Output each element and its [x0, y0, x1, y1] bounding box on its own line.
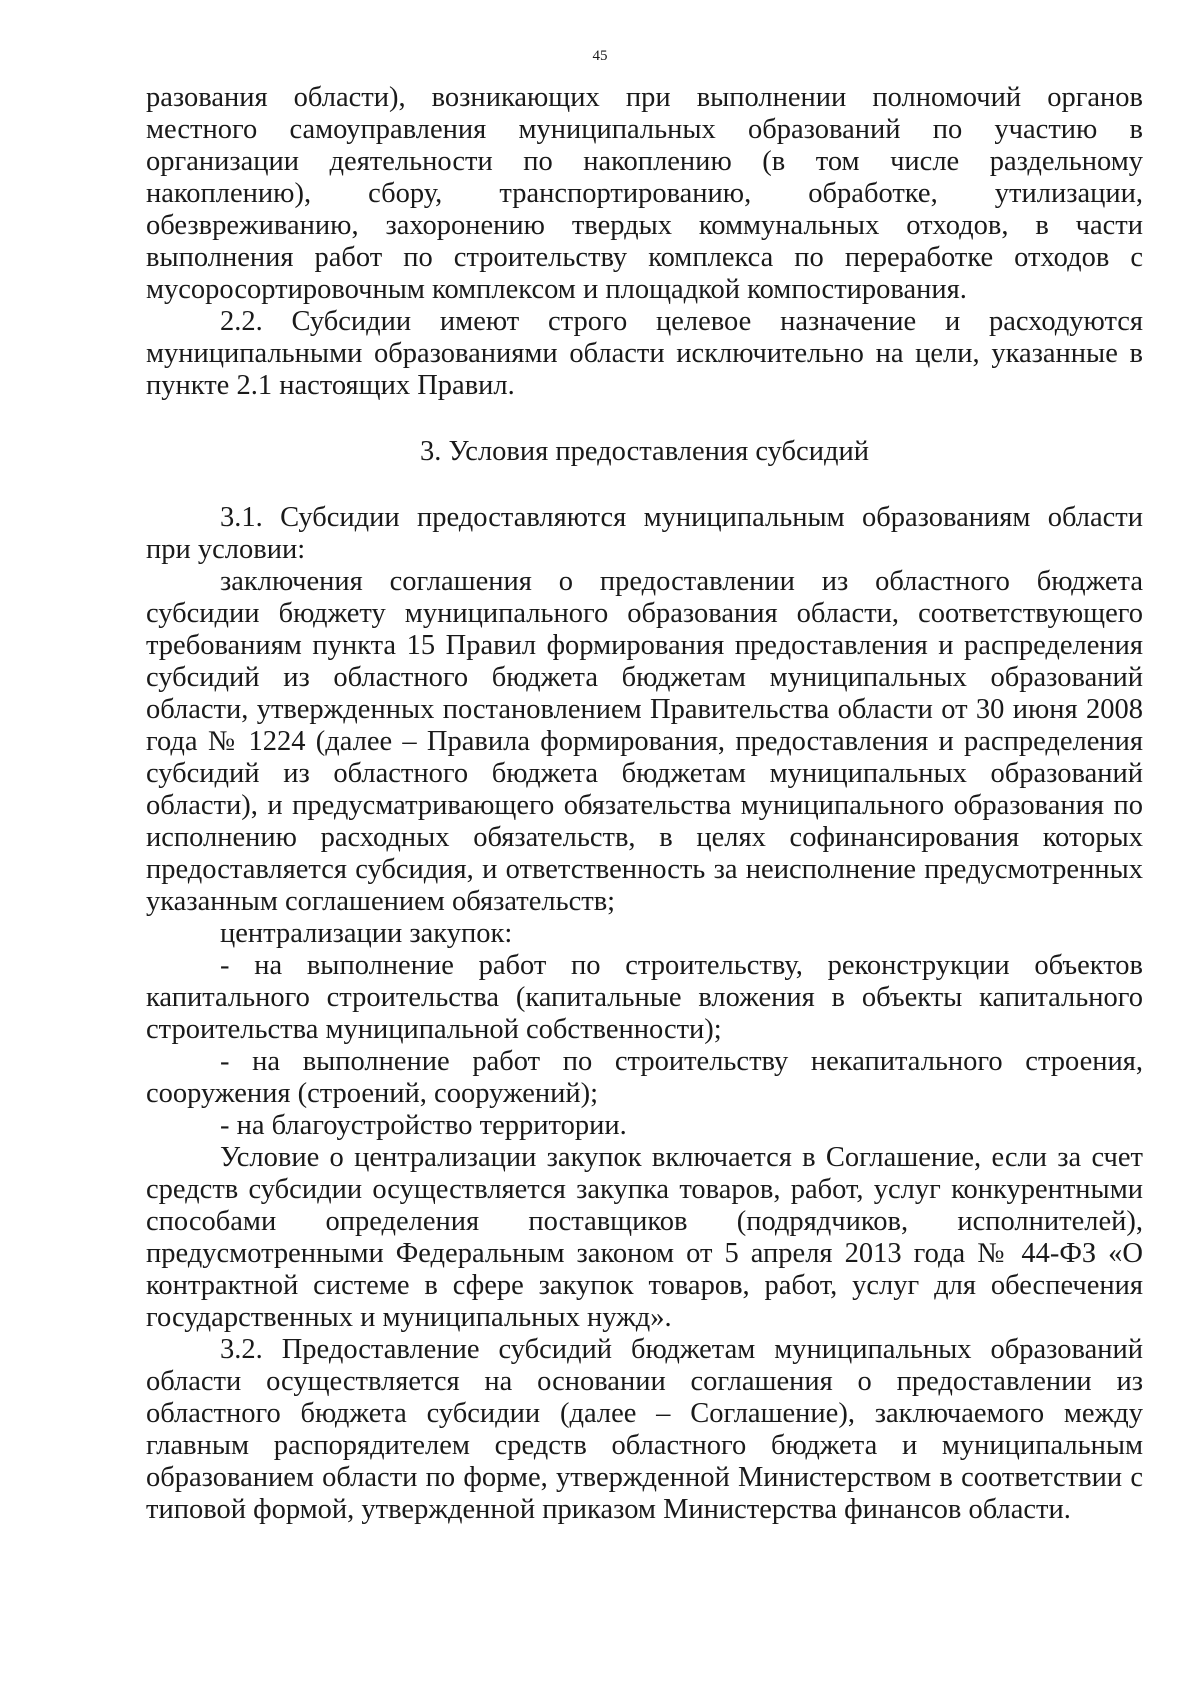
list-item-landscaping: - на благоустройство территории. — [220, 1110, 627, 1141]
paragraph-2-2: 2.2. Субсидии имеют строго целевое назначение и расходуются муниципальными образованиями области исключительно на цели, указанные в пункте 2.1 настоящих Правил. — [146, 306, 1143, 401]
document-body — [146, 82, 1143, 1526]
list-item-noncapital: - на выполнение работ по строительству некапитального строения, сооружения (строений, сооружений); — [146, 1046, 1143, 1109]
paragraph-agreement-condition: заключения соглашения о предоставлении из областного бюджета субсидии бюджету муниципального образования области, соответствующего требованиям пункта 15 Правил формирования предоставления и распределения субсидий из областного бюджета бюджетам муниципальных образований области, утвержденных постановлением Правительства области от 30 июня 2008 года № 1224 (далее – Правила формирования, предоставления и распределения субсидий из областного бюджета бюджетам муниципальных образований области), и предусматривающего обязательства муниципального образования по исполнению расходных обязательств, в целях софинансирования которых предоставляется субсидия, и ответственность за неисполнение предусмотренных указанным соглашением обязательств; — [146, 566, 1143, 917]
list-item-construction: - на выполнение работ по строительству, реконструкции объектов капитального строительства (капитальные вложения в объекты капитального строительства муниципальной собственности); — [146, 950, 1143, 1045]
page-number: 45 — [592, 48, 608, 64]
section-heading: 3. Условия предоставления субсидий — [420, 436, 869, 467]
paragraph-procurement-centralization: централизации закупок: — [220, 918, 513, 949]
paragraph-continuation: разования области), возникающих при выполнении полномочий органов местного самоуправления муниципальных образований по участию в организации деятельности по накоплению (в том числе раздельному накоплению), сбору, транспортированию, обработке, утилизации, обезвреживанию, захоронению твердых коммунальных отходов, в части выполнения работ по строительству комплекса по переработке отходов с мусоросортировочным комплексом и площадкой компостирования. — [146, 82, 1143, 305]
paragraph-3-2: 3.2. Предоставление субсидий бюджетам муниципальных образований области осуществляется на основании соглашения о предоставлении из областного бюджета субсидии (далее – Соглашение), заключаемого между главным распорядителем средств областного бюджета и муниципальным образованием области по форме, утвержденной Министерством в соответствии с типовой формой, утвержденной приказом Министерства финансов области. — [146, 1334, 1143, 1525]
paragraph-3-1: 3.1. Субсидии предоставляются муниципальным образованиям области при условии: — [146, 502, 1143, 565]
paragraph-procurement-condition: Условие о централизации закупок включается в Соглашение, если за счет средств субсидии осуществляется закупка товаров, работ, услуг конкурентными способами определения поставщиков (подрядчиков, исполнителей), предусмотренными Федеральным законом от 5 апреля 2013 года № 44-ФЗ «О контрактной системе в сфере закупок товаров, работ, услуг для обеспечения государственных и муниципальных нужд». — [146, 1142, 1143, 1333]
